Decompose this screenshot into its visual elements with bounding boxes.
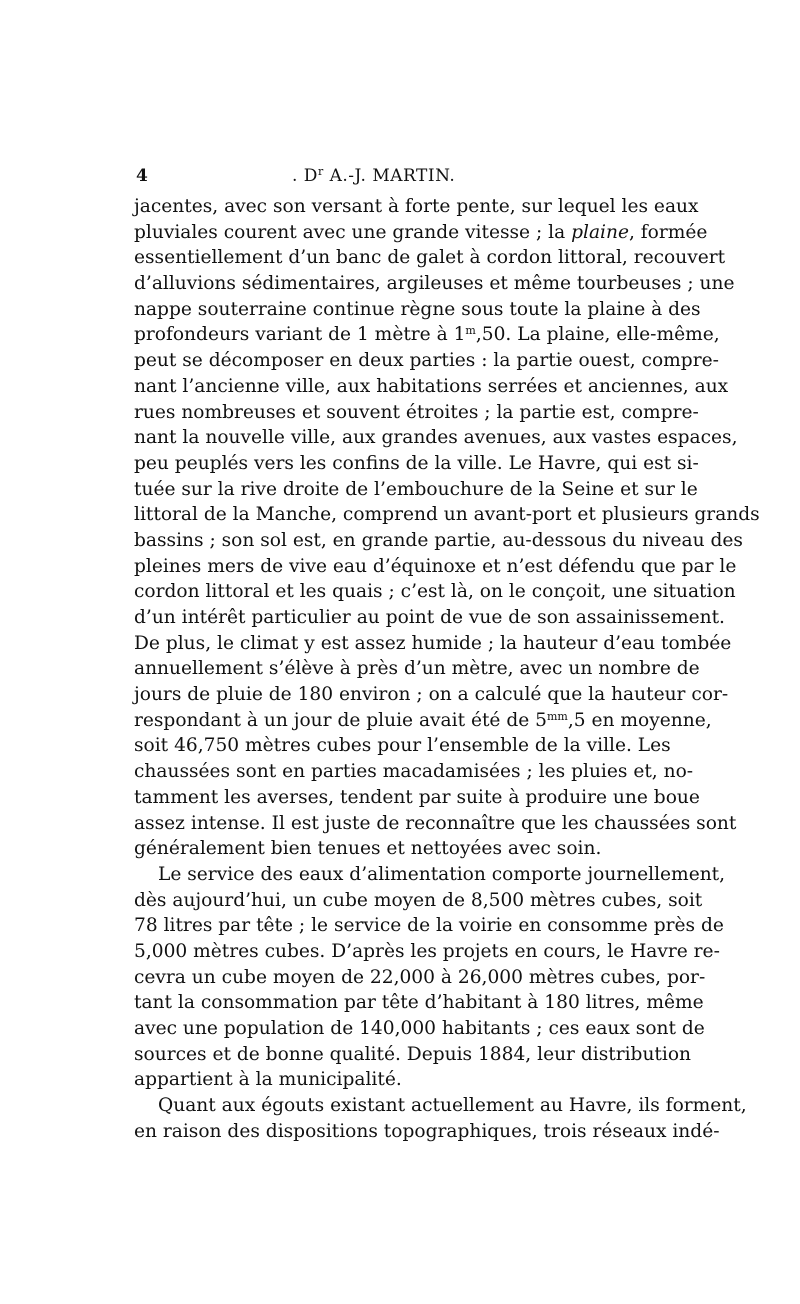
text-line-main: chaussées sont en parties macadamisées ; les pluies et, no- [134,761,694,783]
text-line-tail: , formée [628,221,708,243]
text-line-main: tant la consommation par tête d’habitant à 180 litres, même [134,992,704,1014]
text-line-main: annuellement s’élève à près d’un mètre, avec un nombre de [134,658,700,680]
text-line [134,554,737,580]
text-line-main: jours de pluie de 180 environ ; on a calculé que la hauteur cor- [134,684,729,706]
text-line [134,220,708,246]
body-text [134,194,760,1144]
text-line-tail: ,5 en moyenne, [567,709,712,731]
text-line [134,965,706,991]
text-line-main: De plus, le climat y est assez humide ; la hauteur d’eau tombée [134,632,732,654]
text-line [134,1042,692,1068]
text-line [134,451,699,477]
text-line [134,579,736,605]
text-line-emphasis: plaine [571,221,629,243]
text-line-main: peut se décomposer en deux parties : la partie ouest, compre- [134,350,719,372]
text-line [134,297,701,323]
text-line-main: d’alluvions sédimentaires, argileuses et même tourbeuses ; une [134,273,735,295]
text-line-main: jacentes, avec son versant à forte pente, sur lequel les eaux [134,196,699,217]
text-line-main: littoral de la Manche, comprend un avant-port et plusieurs grands [134,504,760,526]
running-head [134,166,662,190]
text-line [134,939,720,965]
page-number: 4 [136,166,149,186]
text-line [134,888,703,914]
text-line-main: dès aujourd’hui, un cube moyen de 8,500 mètres cubes, soit [134,889,703,911]
text-line [134,708,712,734]
text-line-main: appartient à la municipalité. [134,1069,402,1091]
text-line [134,528,743,554]
text-line [134,733,671,759]
text-line [134,271,735,297]
text-line [134,322,720,348]
text-line-main: respondant à un jour de pluie avait été de 5 [134,709,547,731]
text-line-main: d’un intérêt particulier au point de vue de son assainissement. [134,607,725,628]
text-line-main: peu peuplés vers les confins de la ville. Le Havre, qui est si- [134,452,699,474]
text-line-main: Quant aux égouts existant actuellement au Havre, ils forment, [158,1095,747,1117]
text-line [134,785,700,811]
text-line-main: tuée sur la rive droite de l’embouchure de la Seine et sur le [134,478,698,500]
text-line [134,631,732,657]
text-line [134,836,662,862]
text-line-tail: ,50. La plaine, elle-même, [475,324,720,346]
text-line [134,811,737,837]
text-line [134,656,700,682]
text-line [134,759,694,785]
text-line [134,477,698,503]
text-line-main: généralement bien tenues et nettoyées avec soin. [134,838,602,860]
text-line [134,862,726,888]
text-line-superscript: m [465,324,476,338]
text-line [134,1067,662,1093]
text-line [134,374,729,400]
text-line-main: bassins ; son sol est, en grande partie, au-dessous du niveau des [134,529,743,551]
text-line [134,245,726,271]
text-line-main: nant la nouvelle ville, aux grandes avenues, aux vastes espaces, [134,427,738,449]
text-line [134,913,724,939]
text-line [134,502,760,528]
text-line [134,194,699,220]
text-line [134,605,725,631]
text-line-main: avec une population de 140,000 habitants ; ces eaux sont de [134,1018,705,1039]
text-line-main: assez intense. Il est juste de reconnaître que les chaussées sont [134,812,737,834]
running-title-post: A.-J. MARTIN. [323,166,456,186]
text-line-main: sources et de bonne qualité. Depuis 1884, leur distribution [134,1043,692,1065]
text-line-main: tamment les averses, tendent par suite à produire une boue [134,786,700,808]
text-line-main: essentiellement d’un banc de galet à cordon littoral, recouvert [134,247,726,269]
running-title-pre: . D [292,166,318,186]
text-line-main: pluviales courent avec une grande vitesse ; la [134,221,572,243]
text-line [134,348,719,374]
text-line-main: 78 litres par tête ; le service de la voirie en consomme près de [134,915,724,937]
text-line-superscript: mm [547,709,568,723]
text-line-main: cordon littoral et les quais ; c’est là, on le conçoit, une situation [134,581,736,603]
text-line-main: cevra un cube moyen de 22,000 à 26,000 mètres cubes, por- [134,966,706,988]
text-line [134,1119,720,1145]
text-line [134,425,738,451]
running-title-sup: r [317,165,324,178]
text-line [134,1093,747,1119]
text-line [134,400,699,426]
text-line-main: en raison des dispositions topographiques, trois réseaux indé- [134,1120,720,1142]
text-line-main: profondeurs variant de 1 mètre à 1 [134,324,466,346]
text-line-main: nant l’ancienne ville, aux habitations serrées et anciennes, aux [134,375,729,397]
text-line-main: soit 46,750 mètres cubes pour l’ensemble de la ville. Les [134,735,671,757]
text-line [134,990,704,1016]
text-line-main: nappe souterraine continue règne sous toute la plaine à des [134,298,701,320]
text-line-main: Le service des eaux d’alimentation comporte journellement, [158,863,726,885]
text-line-main: 5,000 mètres cubes. D’après les projets en cours, le Havre re- [134,940,720,962]
running-title [292,166,455,186]
text-line-main: pleines mers de vive eau d’équinoxe et n’est défendu que par le [134,555,737,577]
text-line [134,1016,705,1042]
text-line [134,682,729,708]
text-line-main: rues nombreuses et souvent étroites ; la partie est, compre- [134,401,699,423]
